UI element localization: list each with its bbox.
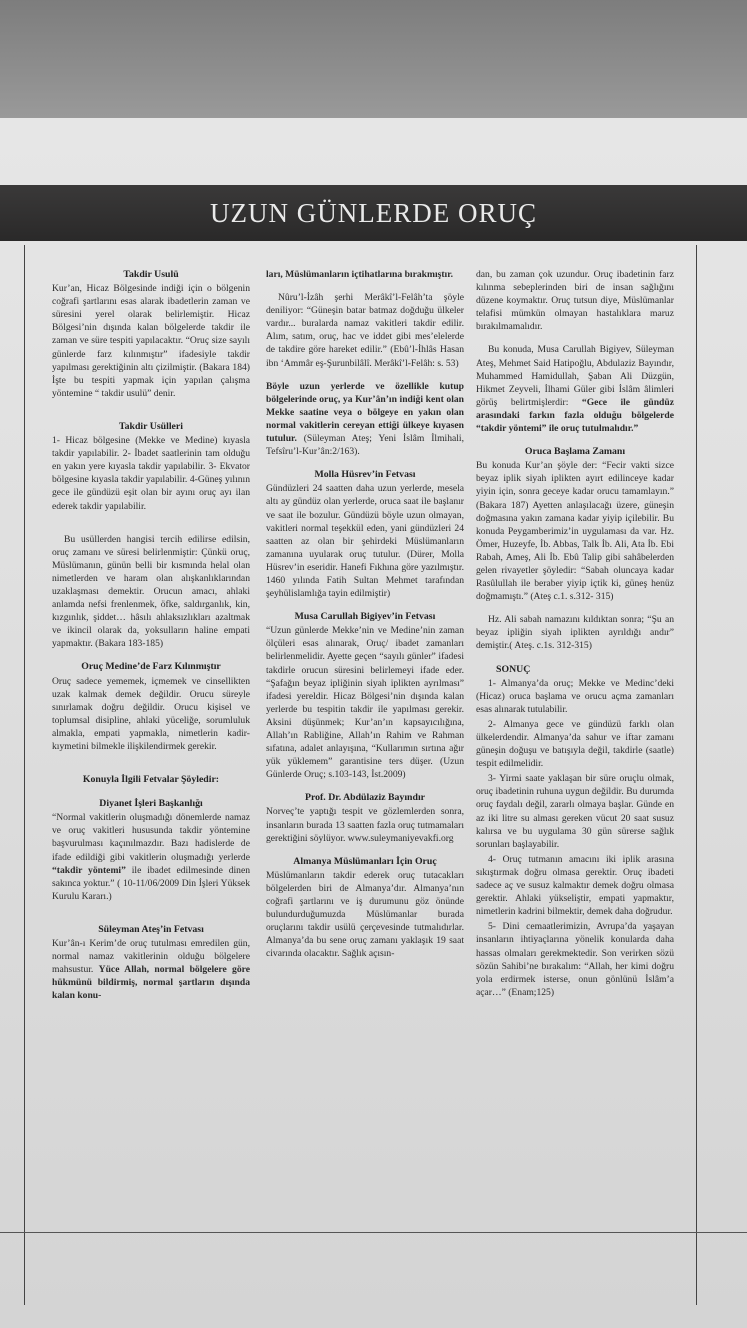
- paragraph: Bu usüllerden hangisi tercih edilirse edilsin, oruç zamanı ve süresi belirlenmiştir: Çünkü oruç, Müslümanın, günün belli bir kısmında helal olan nimetlerden ve haram olan alışkanlıklarından uzaklaşması demektir. Orucun amacı, ahlaki anlamda nefsi frenlenmek, öfke, saldırganlık, kin, kızgınlık, şiddet… hâsılı ahlaksızlıkları azaltmak ve ikincil olarak da, yoksulların haline empati yapmaktır. (Bakara 183-185): [52, 533, 250, 650]
- paragraph: Oruç sadece yememek, içmemek ve cinsellikten uzak kalmak demek değildir. Orucu süreyle sınırlamak doğru değildir. Orucu kişisel ve toplumsal disipline, ahlaki yüceliğe, sorumluluk almakla, empati yapmakla, nimetlerin kadir-kıymetini bilmekle ilişkilendirmek gerekir.: [52, 675, 250, 752]
- heading-musa-carullah: Musa Carullah Bigiyev’in Fetvası: [294, 611, 436, 623]
- paragraph: “Uzun günlerde Mekke’nin ve Medine’nin zaman ölçüleri esas alınarak, Oruç/ ibadet zamanları belirlenmelidir. Ayette geçen “sayılı günler” ifadesi takdirle orucun süresini belirlemeyi ifade eder. “Şafağın beyaz ipliğinin siyah iplikten ayrılması” ifadesi yereldir. Hicaz Bölgesi’nin dışında kalan yerlerde bu tespitin takdir ile yapılması gerekir. Aksini düşünmek; Kur’an’ın kapsayıcılığına, Allah’ın Rabliğine, Allah’ın Rahim ve Rahman sıfatına, adalet anlayışına, “Kullarımın sırtına ağır yük yüklemem” garantisine ters düşer. (Uzun Günlerde Oruç; s.103-143, İst.2009): [266, 625, 464, 781]
- column-1: [52, 268, 250, 1013]
- paragraph: [476, 343, 674, 435]
- bold-text: Yüce Allah, normal bölgelere göre hükmünü bildirmiş, normal şartların dışında kalan konu-: [52, 964, 250, 1002]
- paragraph: Bu konuda Kur’an şöyle der: “Fecir vakti sizce beyaz iplik siyah iplikten ayırt edilinceye kadar yiyin için, sonra geceye kadar orucu tamamlayın.” (Bakara 187) Ayetten anlaşılacağı üzere, güneşin doğmasına yakın zamana kadar yiyip içilebilir. Bu konuda Peygamberimiz’in uygulaması da var. Hz. Ömer, Huzeyfe, İb. Abbas, Talk İb. Ali, Ata İb. Ebi Rabah, Ameş, Ali İb. Ebû Talip gibi sahâbelerden gelen rivayetler şöyledir: “Sabah oluncaya kadar Rasûlullah ile beraber yiyip içtik ki, güneş henüz doğmamıştı.” (Ateş c.1. s.312- 315): [476, 460, 674, 603]
- list-item: 4- Oruç tutmanın amacını iki iplik arasına sıkıştırmak doğru olmasa gerektir. Oruç ibadeti sadece aç ve susuz kalmaktır demek doğru olmasa gerektir. Ahlaki yükseliştir, empati yapmaktır, nimetlerin kadrini bilmektir, demek daha doğrudur.: [476, 853, 674, 918]
- title-banner: [0, 185, 747, 241]
- paragraph: Nûru’l-İzâh şerhi Merâkî’l-Felâh’ta şöyle deniliyor: “Güneşin batar batmaz doğduğu ülkeler vardır... buralarda namaz vakitleri takdir edilir. Alım, satım, oruç, hac ve iddet gibi mes’elelerde de takdire göre hareket edilir.” (Ebû’l-İhlâs Hasan ibn ‘Ammâr eş-Şurunbilâlî. Merâkî’l-Felâh: s. 53): [266, 292, 464, 369]
- paragraph: Müslümanların takdir ederek oruç tutacakları bölgelerden biri de Almanya’dır. Almanya’nın coğrafi şartlarını ve iş durumunu göz önünde bulundurduğumuzda Müslümanlar burada oruçlarını takdir usülü çerçevesinde tutmalıdırlar. Almanya’da bu sene oruç zamanı yaklaşık 19 saat civarında olacaktır. Sağlık açısın-: [266, 869, 464, 960]
- bold-text: “Gece ile gündüz arasındaki farkın fazla olduğu bölgelerde “takdir yöntemi” ile oruç tutulmalıdır.”: [476, 396, 674, 435]
- paragraph: Hz. Ali sabah namazını kıldıktan sonra; “Şu an beyaz ipliğin siyah iplikten ayrıldığı andır” demiştir.( Ateş. c.1s. 312-315): [476, 614, 674, 652]
- heading-sonuc: SONUÇ: [496, 663, 531, 675]
- bottom-border-line: [0, 1232, 747, 1233]
- paragraph: ları, Müslümanların içtihatlarına bırakmıştır.: [266, 269, 453, 280]
- heading-almanya: Almanya Müslümanları İçin Oruç: [293, 855, 437, 867]
- text: (Süleyman Ateş; Yeni İslâm İlmihali, Tefsîru’l-Kur’ân:2/163).: [266, 433, 464, 458]
- paragraph: Kur’an, Hicaz Bölgesinde indiği için o bölgenin coğrafi şartlarını esas alarak ibadetlerin zaman ve süresini yerel olarak belirlemiştir. Hicaz Bölgesi’nin dışında kalan bölgelerde takdir ile zaman ve süre tespiti yapılacaktır. “Oruç size sayılı günlerde farz kılınmıştır” ifadesiyle takdir yapılması gerektiğinin altı çizilmiştir. (Bakara 184) İşte bu tespiti yapmak için yapılan çalışma yöntemine “ takdir usulü” denir.: [52, 283, 250, 399]
- list-item: 3- Yirmi saate yaklaşan bir süre oruçlu olmak, oruç ibadetinin ruhuna uygun değildir. Bu durumda oruç faydalı değil, zararlı olmaya başlar. Günde en az iki litre su alması gereken vücut 20 saat susuz kalırsa ve bu uygulama 30 gün sürerse sağlık sorunları başlayabilir.: [476, 773, 674, 850]
- heading-diyanet: Diyanet İşleri Başkanlığı: [99, 798, 203, 810]
- text: ile ibadet edilmesinde dinen sakınca yoktur.” ( 10-11/06/2009 Din İşleri Yüksek Kurulu Kararı.): [52, 864, 251, 902]
- heading-takdir-usulleri: Takdir Usülleri: [119, 420, 183, 432]
- text: Bu konuda, Musa Carullah Bigiyev, Süleyman Ateş, Mehmet Said Hatipoğlu, Abdulaziz Bayındır, Muhammed Hamidullah, Şaban Ali Düzgün, Hikmet Zeyveli, İlhami Güler gibi İslâm âlimleri görüş belirtmişlerdir:: [476, 344, 674, 408]
- background-top: [0, 0, 747, 120]
- heading-ates: Süleyman Ateş’in Fetvası: [98, 923, 204, 935]
- paragraph: Gündüzleri 24 saatten daha uzun yerlerde, mesela altı ay gündüz olan yerlerde, oruca saat ile başlanır ve saat ile bozulur. Gündüzü böyle uzun olmayan, vakitleri normal teşekkül eden, yani gündüzleri 24 saatten az olan bir şehirdeki Müslümanların zamanına uyularak oruç tutulur. (Dürer, Molla Hüsrev’in eseridir. Hanefi Fıkhına göre yazılmıştır. 1460 yılında Fatih Sultan Mehmet tarafından şeyhülislamlığa tayin edilmiştir): [266, 483, 464, 600]
- list-paragraph: 1- Hicaz bölgesine (Mekke ve Medine) kıyasla takdir yapılabilir. 2- İbadet saatlerinin tam olduğu en yakın yere kıyasla takdir yapılabilir. 3- Ekvator bölgesine kıyasla takdir yapılabilir. 4-Güneş yılının gece ile gündüzü eşit olan bir ayını oruç ayı ilan ederek takdir yapılabilir.: [52, 435, 250, 512]
- paragraph: [52, 937, 250, 1002]
- paragraph: [52, 811, 250, 903]
- right-border-line: [696, 245, 697, 1305]
- bold-text: Böyle uzun yerlerde ve özellikle kutup bölgelerinde oruç, ya Kur’ân’ın indiği kent olan Mekke saatine veya o bölgeye en yakın olan normal vakitlerin cereyan ettiği ülkeye kıyasen tutulur.: [266, 380, 464, 445]
- list-item: 2- Almanya gece ve gündüzü farklı olan ülkelerdendir. Almanya’da sahur ve iftar zamanı güneşin doğuşu ve batışıyla değil, takdirle (saatle) tespit edilmelidir.: [476, 718, 674, 770]
- column-2: [266, 268, 464, 971]
- list-item: 1- Almanya’da oruç; Mekke ve Medinc’deki (Hicaz) oruca başlama ve orucu açma zamanları esas alınarak tutulabilir.: [476, 677, 674, 715]
- text: Kur’ân-ı Kerim’de oruç tutulması emredilen gün, normal namaz vakitlerinin olduğu bölgelere mahsustur.: [52, 938, 250, 976]
- heading-medine: Oruç Medine’de Farz Kılınmıştır: [81, 661, 221, 673]
- column-3: [476, 268, 674, 1001]
- text: “Normal vakitlerin oluşmadığı dönemlerde namaz ve oruç vakitleri hususunda takdir yöntemine başvurulması kaçınılmazdır. Bazı hadislerde de ifade edildiği gibi vakitlerin oluşmadığı yerlerde: [52, 812, 250, 863]
- left-border-line: [24, 245, 25, 1305]
- heading-fetvalar: Konuyla İlgili Fetvalar Şöyledir:: [82, 774, 220, 786]
- heading-oruca-baslama: Oruca Başlama Zamanı: [524, 446, 626, 458]
- heading-bayindir: Prof. Dr. Abdülaziz Bayındır: [304, 792, 426, 804]
- heading-takdir-usulu: Takdir Usulü: [123, 269, 179, 280]
- paragraph: [266, 380, 464, 459]
- paragraph: dan, bu zaman çok uzundur. Oruç ibadetinin farz kılınma sebeplerinden biri de insan sağlığını düzene koymaktır. Oruç tutsun diye, Müslümanlar telafisi mümkün olmayan hastalıklara maruz bırakılmamalıdır.: [476, 269, 674, 333]
- page-title: UZUN GÜNLERDE ORUÇ: [210, 197, 537, 228]
- bold-text: “takdir yöntemi”: [52, 864, 126, 876]
- paragraph: Norveç’te yaptığı tespit ve gözlemlerden sonra, insanların burada 13 saatten fazla oruç tutmamaları gerektiğini söylüyor. www.suleymaniyevakfi.org: [266, 806, 464, 844]
- list-item: 5- Dini cemaatlerimizin, Avrupa’da yaşayan insanların ihtiyaçlarına yönelik konularda daha hassas olmaları gerekmektedir. Son verirken sözü sözün Sahibi’ne bırakalım: “Allah, her kimi doğru yola erdirmek isterse, onun gönlünü İslâm’a açar…” (Enam;125): [476, 921, 674, 998]
- heading-molla-husrev: Molla Hüsrev’in Fetvası: [314, 469, 416, 481]
